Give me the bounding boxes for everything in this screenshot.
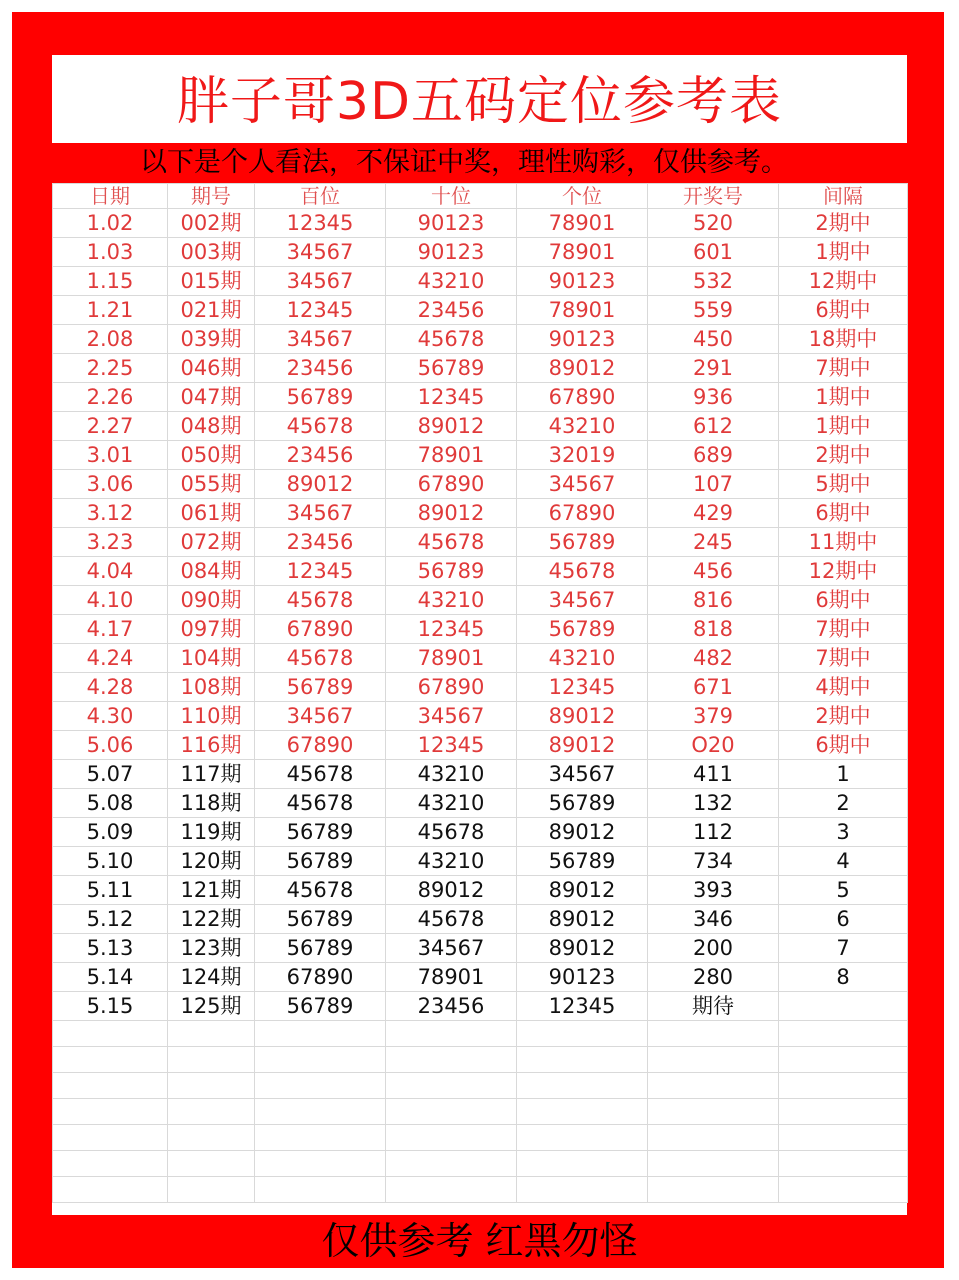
empty-cell [386, 1073, 517, 1099]
issue-cell: 122期 [168, 905, 255, 934]
table-row [53, 760, 908, 789]
interval-cell: 2 [779, 789, 908, 818]
hundreds-cell: 23456 [255, 441, 386, 470]
table-row [53, 789, 908, 818]
interval-cell: 6期中 [779, 586, 908, 615]
table-row [53, 847, 908, 876]
table-row [53, 615, 908, 644]
empty-cell [386, 1151, 517, 1177]
issue-cell: 055期 [168, 470, 255, 499]
units-cell: 12345 [517, 992, 648, 1021]
disclaimer-text: 以下是个人看法，不保证中奖，理性购彩，仅供参考。 [140, 147, 788, 178]
tens-cell: 43210 [386, 789, 517, 818]
draw-number-cell: 559 [648, 296, 779, 325]
hundreds-cell: 56789 [255, 847, 386, 876]
draw-number-cell: 291 [648, 354, 779, 383]
draw-number-cell: 689 [648, 441, 779, 470]
interval-cell: 7期中 [779, 354, 908, 383]
hundreds-cell: 23456 [255, 528, 386, 557]
draw-number-cell: 245 [648, 528, 779, 557]
table-header-row [53, 184, 908, 209]
units-cell: 78901 [517, 296, 648, 325]
empty-cell [168, 1099, 255, 1125]
units-cell: 89012 [517, 934, 648, 963]
draw-number-cell: 734 [648, 847, 779, 876]
date-cell: 3.01 [53, 441, 168, 470]
table-row [53, 702, 908, 731]
draw-number-cell: 379 [648, 702, 779, 731]
date-cell: 2.26 [53, 383, 168, 412]
table-row [53, 644, 908, 673]
table-row [53, 673, 908, 702]
date-cell: 4.30 [53, 702, 168, 731]
header-tens: 十位 [386, 184, 517, 209]
empty-cell [168, 1125, 255, 1151]
hundreds-cell: 56789 [255, 934, 386, 963]
tens-cell: 43210 [386, 847, 517, 876]
hundreds-cell: 45678 [255, 412, 386, 441]
issue-cell: 002期 [168, 209, 255, 238]
hundreds-cell: 56789 [255, 818, 386, 847]
empty-cell [255, 1177, 386, 1203]
draw-number-cell: 601 [648, 238, 779, 267]
date-cell: 1.02 [53, 209, 168, 238]
tens-cell: 89012 [386, 499, 517, 528]
date-cell: 5.08 [53, 789, 168, 818]
date-cell: 1.15 [53, 267, 168, 296]
units-cell: 90123 [517, 325, 648, 354]
units-cell: 56789 [517, 789, 648, 818]
empty-cell [255, 1099, 386, 1125]
draw-number-cell: 200 [648, 934, 779, 963]
empty-cell [648, 1151, 779, 1177]
units-cell: 43210 [517, 644, 648, 673]
tens-cell: 23456 [386, 296, 517, 325]
empty-cell [53, 1177, 168, 1203]
table-row [53, 963, 908, 992]
draw-number-cell: 107 [648, 470, 779, 499]
interval-cell: 1 [779, 760, 908, 789]
date-cell: 4.17 [53, 615, 168, 644]
date-cell: 4.10 [53, 586, 168, 615]
interval-cell [779, 992, 908, 1021]
hundreds-cell: 12345 [255, 296, 386, 325]
date-cell: 4.04 [53, 557, 168, 586]
table-row [53, 325, 908, 354]
issue-cell: 061期 [168, 499, 255, 528]
date-cell: 5.13 [53, 934, 168, 963]
tens-cell: 23456 [386, 992, 517, 1021]
interval-cell: 7期中 [779, 615, 908, 644]
draw-number-cell: 816 [648, 586, 779, 615]
interval-cell: 11期中 [779, 528, 908, 557]
empty-row [53, 1151, 908, 1177]
empty-cell [779, 1177, 908, 1203]
empty-cell [517, 1125, 648, 1151]
table-row [53, 731, 908, 760]
empty-cell [517, 1073, 648, 1099]
interval-cell: 6期中 [779, 499, 908, 528]
table-row [53, 528, 908, 557]
draw-number-cell: 112 [648, 818, 779, 847]
empty-cell [386, 1125, 517, 1151]
table-row [53, 238, 908, 267]
interval-cell: 4期中 [779, 673, 908, 702]
empty-cell [779, 1125, 908, 1151]
issue-cell: 047期 [168, 383, 255, 412]
issue-cell: 117期 [168, 760, 255, 789]
table-row [53, 905, 908, 934]
tens-cell: 34567 [386, 702, 517, 731]
hundreds-cell: 56789 [255, 673, 386, 702]
interval-cell: 2期中 [779, 441, 908, 470]
hundreds-cell: 56789 [255, 383, 386, 412]
issue-cell: 097期 [168, 615, 255, 644]
issue-cell: 108期 [168, 673, 255, 702]
units-cell: 56789 [517, 528, 648, 557]
tens-cell: 12345 [386, 615, 517, 644]
empty-cell [648, 1047, 779, 1073]
tens-cell: 45678 [386, 325, 517, 354]
issue-cell: 048期 [168, 412, 255, 441]
header-hundreds: 百位 [255, 184, 386, 209]
empty-cell [386, 1177, 517, 1203]
interval-cell: 2期中 [779, 209, 908, 238]
empty-row [53, 1047, 908, 1073]
hundreds-cell: 45678 [255, 586, 386, 615]
issue-cell: 084期 [168, 557, 255, 586]
empty-cell [779, 1021, 908, 1047]
empty-row [53, 1177, 908, 1203]
draw-number-cell: 280 [648, 963, 779, 992]
issue-cell: 104期 [168, 644, 255, 673]
units-cell: 89012 [517, 818, 648, 847]
table-row [53, 354, 908, 383]
hundreds-cell: 45678 [255, 876, 386, 905]
issue-cell: 021期 [168, 296, 255, 325]
header-interval: 间隔 [779, 184, 908, 209]
table-row [53, 876, 908, 905]
empty-cell [517, 1151, 648, 1177]
issue-cell: 124期 [168, 963, 255, 992]
empty-cell [168, 1073, 255, 1099]
empty-cell [648, 1099, 779, 1125]
draw-number-cell: 393 [648, 876, 779, 905]
interval-cell: 3 [779, 818, 908, 847]
table-row [53, 818, 908, 847]
tens-cell: 45678 [386, 905, 517, 934]
issue-cell: 046期 [168, 354, 255, 383]
draw-number-cell: 132 [648, 789, 779, 818]
interval-cell: 12期中 [779, 267, 908, 296]
empty-cell [648, 1125, 779, 1151]
draw-number-cell: 450 [648, 325, 779, 354]
empty-cell [517, 1047, 648, 1073]
empty-cell [386, 1047, 517, 1073]
draw-number-cell: 411 [648, 760, 779, 789]
table-row [53, 470, 908, 499]
units-cell: 89012 [517, 905, 648, 934]
tens-cell: 56789 [386, 557, 517, 586]
empty-row [53, 1099, 908, 1125]
tens-cell: 45678 [386, 818, 517, 847]
empty-cell [53, 1099, 168, 1125]
tens-cell: 78901 [386, 441, 517, 470]
date-cell: 1.03 [53, 238, 168, 267]
units-cell: 34567 [517, 586, 648, 615]
tens-cell: 43210 [386, 586, 517, 615]
table-row [53, 934, 908, 963]
empty-cell [779, 1047, 908, 1073]
issue-cell: 039期 [168, 325, 255, 354]
page-title: 胖子哥3D五码定位参考表 [176, 72, 783, 132]
issue-cell: 125期 [168, 992, 255, 1021]
empty-cell [168, 1151, 255, 1177]
empty-cell [53, 1021, 168, 1047]
draw-number-cell: 936 [648, 383, 779, 412]
table-row [53, 209, 908, 238]
date-cell: 2.08 [53, 325, 168, 354]
draw-number-cell: 818 [648, 615, 779, 644]
tens-cell: 89012 [386, 876, 517, 905]
empty-cell [168, 1177, 255, 1203]
draw-number-cell: 532 [648, 267, 779, 296]
tens-cell: 34567 [386, 934, 517, 963]
empty-cell [648, 1177, 779, 1203]
interval-cell: 7 [779, 934, 908, 963]
interval-cell: 1期中 [779, 383, 908, 412]
empty-cell [53, 1125, 168, 1151]
table-row [53, 992, 908, 1021]
table-row [53, 499, 908, 528]
hundreds-cell: 56789 [255, 992, 386, 1021]
hundreds-cell: 45678 [255, 644, 386, 673]
tens-cell: 45678 [386, 528, 517, 557]
hundreds-cell: 34567 [255, 702, 386, 731]
hundreds-cell: 12345 [255, 557, 386, 586]
issue-cell: 120期 [168, 847, 255, 876]
interval-cell: 8 [779, 963, 908, 992]
tens-cell: 78901 [386, 963, 517, 992]
empty-cell [255, 1021, 386, 1047]
issue-cell: 123期 [168, 934, 255, 963]
interval-cell: 1期中 [779, 238, 908, 267]
interval-cell: 18期中 [779, 325, 908, 354]
empty-cell [53, 1047, 168, 1073]
interval-cell: 5 [779, 876, 908, 905]
tens-cell: 43210 [386, 267, 517, 296]
header-date: 日期 [53, 184, 168, 209]
table-row [53, 267, 908, 296]
empty-cell [517, 1021, 648, 1047]
units-cell: 78901 [517, 209, 648, 238]
draw-number-cell: 612 [648, 412, 779, 441]
issue-cell: 050期 [168, 441, 255, 470]
date-cell: 5.06 [53, 731, 168, 760]
units-cell: 12345 [517, 673, 648, 702]
hundreds-cell: 89012 [255, 470, 386, 499]
units-cell: 67890 [517, 383, 648, 412]
header-issue: 期号 [168, 184, 255, 209]
empty-row [53, 1073, 908, 1099]
empty-cell [648, 1021, 779, 1047]
interval-cell: 5期中 [779, 470, 908, 499]
interval-cell: 6 [779, 905, 908, 934]
hundreds-cell: 56789 [255, 905, 386, 934]
empty-cell [517, 1177, 648, 1203]
date-cell: 3.23 [53, 528, 168, 557]
header-draw-number: 开奖号 [648, 184, 779, 209]
draw-number-cell: 456 [648, 557, 779, 586]
header-units: 个位 [517, 184, 648, 209]
empty-cell [779, 1073, 908, 1099]
table-row [53, 557, 908, 586]
issue-cell: 015期 [168, 267, 255, 296]
table-row [53, 586, 908, 615]
units-cell: 56789 [517, 847, 648, 876]
units-cell: 56789 [517, 615, 648, 644]
empty-cell [779, 1099, 908, 1125]
issue-cell: 118期 [168, 789, 255, 818]
issue-cell: 110期 [168, 702, 255, 731]
empty-cell [168, 1047, 255, 1073]
units-cell: 89012 [517, 876, 648, 905]
units-cell: 34567 [517, 470, 648, 499]
interval-cell: 6期中 [779, 296, 908, 325]
date-cell: 5.11 [53, 876, 168, 905]
draw-number-cell: O20 [648, 731, 779, 760]
tens-cell: 43210 [386, 760, 517, 789]
hundreds-cell: 34567 [255, 499, 386, 528]
units-cell: 34567 [517, 760, 648, 789]
hundreds-cell: 45678 [255, 760, 386, 789]
interval-cell: 7期中 [779, 644, 908, 673]
draw-number-cell: 346 [648, 905, 779, 934]
date-cell: 5.07 [53, 760, 168, 789]
date-cell: 3.12 [53, 499, 168, 528]
issue-cell: 116期 [168, 731, 255, 760]
date-cell: 2.25 [53, 354, 168, 383]
interval-cell: 1期中 [779, 412, 908, 441]
units-cell: 67890 [517, 499, 648, 528]
footer-text: 仅供参考 红黑勿怪 [321, 1219, 638, 1263]
date-cell: 1.21 [53, 296, 168, 325]
units-cell: 90123 [517, 963, 648, 992]
tens-cell: 12345 [386, 731, 517, 760]
date-cell: 2.27 [53, 412, 168, 441]
hundreds-cell: 45678 [255, 789, 386, 818]
tens-cell: 67890 [386, 673, 517, 702]
hundreds-cell: 12345 [255, 209, 386, 238]
units-cell: 90123 [517, 267, 648, 296]
empty-cell [386, 1021, 517, 1047]
empty-cell [255, 1073, 386, 1099]
empty-cell [386, 1099, 517, 1125]
issue-cell: 119期 [168, 818, 255, 847]
empty-cell [779, 1151, 908, 1177]
date-cell: 5.09 [53, 818, 168, 847]
empty-cell [648, 1073, 779, 1099]
tens-cell: 90123 [386, 238, 517, 267]
date-cell: 5.10 [53, 847, 168, 876]
units-cell: 45678 [517, 557, 648, 586]
date-cell: 5.12 [53, 905, 168, 934]
interval-cell: 2期中 [779, 702, 908, 731]
units-cell: 78901 [517, 238, 648, 267]
lottery-table [52, 183, 908, 1203]
empty-cell [53, 1151, 168, 1177]
interval-cell: 4 [779, 847, 908, 876]
hundreds-cell: 34567 [255, 325, 386, 354]
empty-cell [255, 1125, 386, 1151]
empty-cell [53, 1073, 168, 1099]
hundreds-cell: 67890 [255, 731, 386, 760]
issue-cell: 121期 [168, 876, 255, 905]
tens-cell: 90123 [386, 209, 517, 238]
empty-cell [255, 1047, 386, 1073]
empty-cell [517, 1099, 648, 1125]
tens-cell: 78901 [386, 644, 517, 673]
table-row [53, 296, 908, 325]
tens-cell: 12345 [386, 383, 517, 412]
hundreds-cell: 67890 [255, 615, 386, 644]
draw-number-cell: 429 [648, 499, 779, 528]
date-cell: 5.15 [53, 992, 168, 1021]
interval-cell: 12期中 [779, 557, 908, 586]
interval-cell: 6期中 [779, 731, 908, 760]
units-cell: 43210 [517, 412, 648, 441]
units-cell: 89012 [517, 731, 648, 760]
date-cell: 4.28 [53, 673, 168, 702]
issue-cell: 072期 [168, 528, 255, 557]
draw-number-cell: 520 [648, 209, 779, 238]
units-cell: 89012 [517, 702, 648, 731]
tens-cell: 67890 [386, 470, 517, 499]
hundreds-cell: 34567 [255, 267, 386, 296]
draw-number-cell: 671 [648, 673, 779, 702]
tens-cell: 56789 [386, 354, 517, 383]
tens-cell: 89012 [386, 412, 517, 441]
table-row [53, 441, 908, 470]
units-cell: 32019 [517, 441, 648, 470]
draw-number-cell: 期待 [648, 992, 779, 1021]
table-row [53, 383, 908, 412]
empty-cell [255, 1151, 386, 1177]
issue-cell: 090期 [168, 586, 255, 615]
draw-number-cell: 482 [648, 644, 779, 673]
date-cell: 4.24 [53, 644, 168, 673]
empty-row [53, 1125, 908, 1151]
date-cell: 3.06 [53, 470, 168, 499]
empty-cell [168, 1021, 255, 1047]
hundreds-cell: 34567 [255, 238, 386, 267]
empty-row [53, 1021, 908, 1047]
table-row [53, 412, 908, 441]
issue-cell: 003期 [168, 238, 255, 267]
hundreds-cell: 23456 [255, 354, 386, 383]
date-cell: 5.14 [53, 963, 168, 992]
hundreds-cell: 67890 [255, 963, 386, 992]
units-cell: 89012 [517, 354, 648, 383]
